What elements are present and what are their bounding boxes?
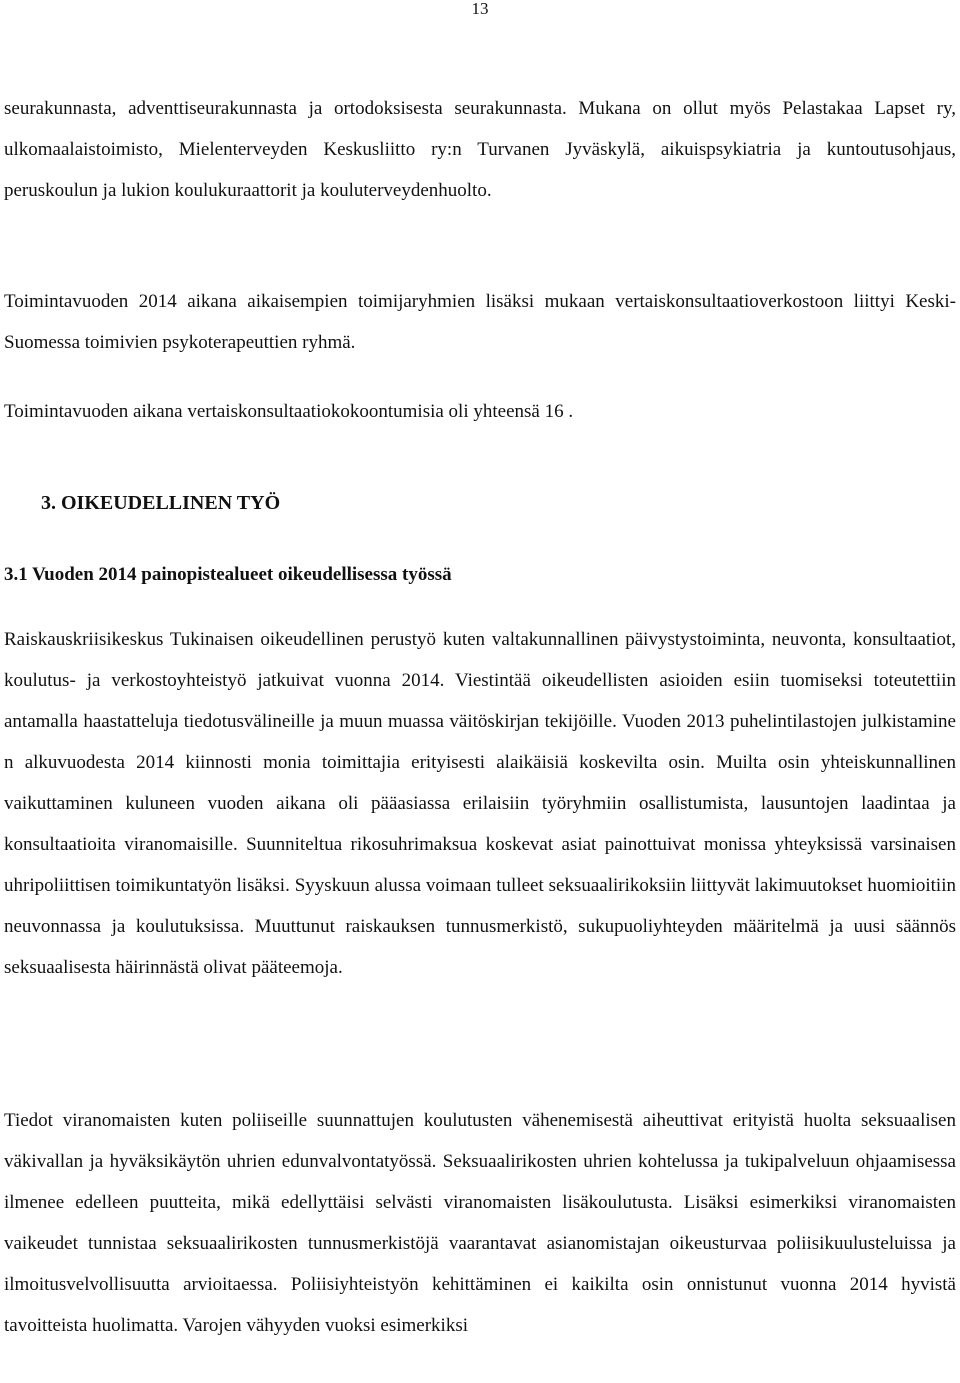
paragraph-authority-training: Tiedot viranomaisten kuten poliiseille suunnattujen koulutusten vähenemisestä aiheuttivat erityistä huolta seksuaalisen väkivallan ja hyväksikäytön uhrien edunvalvontatyössä. Seksuaalirikosten uhrien kohtelussa ja tukipalveluun ohjaamisessa ilmenee edelleen puutteita, mikä edellyttäisi selvästi viranomaisten lisäkoulutusta. Lisäksi esimerkiksi viranomaisten vaikeudet tunnistaa seksuaalirikosten tunnusmerkistöjä vaarantavat asianomistajan oikeusturvaa poliisikuulusteluissa ja ilmoitusvelvollisuutta arvioitaessa. Poliisiyhteistyön kehittäminen ei kaikilta osin onnistunut vuonna 2014 hyvistä tavoitteista huolimatta. Varojen vähyyden vuoksi esimerkiksi — [4, 1110, 956, 1336]
page-number: 13 — [471, 0, 489, 18]
paragraph-meetings-count: Toimintavuoden aikana vertaiskonsultaatiokokoontumisia oli yhteensä 16 . — [4, 401, 574, 422]
section-heading: 3. OIKEUDELLINEN TYÖ — [41, 492, 281, 514]
paragraph-network-members: seurakunnasta, adventtiseurakunnasta ja ortodoksisesta seurakunnasta. Mukana on ollut myös Pelastakaa Lapset ry, ulkomaalaistoimisto, Mielenterveyden Keskusliitto ry:n Turvanen Jyväskylä, aikuispsykiatria ja kuntoutusohjaus, peruskoulun ja lukion koulukuraattorit ja kouluterveydenhuolto. — [4, 98, 956, 201]
subsection-heading: 3.1 Vuoden 2014 painopistealueet oikeudellisessa työssä — [4, 564, 452, 585]
paragraph-new-group: Toimintavuoden 2014 aikana aikaisempien toimijaryhmien lisäksi mukaan vertaiskonsultaatioverkostoon liittyi Keski-Suomessa toimivien psykoterapeuttien ryhmä. — [4, 291, 956, 353]
paragraph-legal-work: Raiskauskriisikeskus Tukinaisen oikeudellinen perustyö kuten valtakunnallinen päivystystoiminta, neuvonta, konsultaatiot, koulutus- ja verkostoyhteistyö jatkuivat vuonna 2014. Viestintää oikeudellisten asioiden esiin tuomiseksi toteutettiin antamalla haastatteluja tiedotusvälineille ja muun muassa väitöskirjan tekijöille. Vuoden 2013 puhelintilastojen julkistamine n alkuvuodesta 2014 kiinnosti monia toimittajia erityisesti alaikäisiä koskevilta osin. Muilta osin yhteiskunnallinen vaikuttaminen kuluneen vuoden aikana oli pääasiassa erilaisiin työryhmiin osallistumista, lausuntojen laadintaa ja konsultaatioita viranomaisille. Suunniteltua rikosuhrimaksua koskevat asiat painottuivat monissa yhteyksissä varsinaisen uhripoliittisen toimikuntatyön lisäksi. Syyskuun alussa voimaan tulleet seksuaalirikoksiin liittyvät lakimuutokset huomioitiin neuvonnassa ja koulutuksissa. Muuttunut raiskauksen tunnusmerkistö, sukupuoliyhteyden määritelmä ja uusi säännös seksuaalisesta häirinnästä olivat pääteemoja. — [4, 629, 956, 978]
